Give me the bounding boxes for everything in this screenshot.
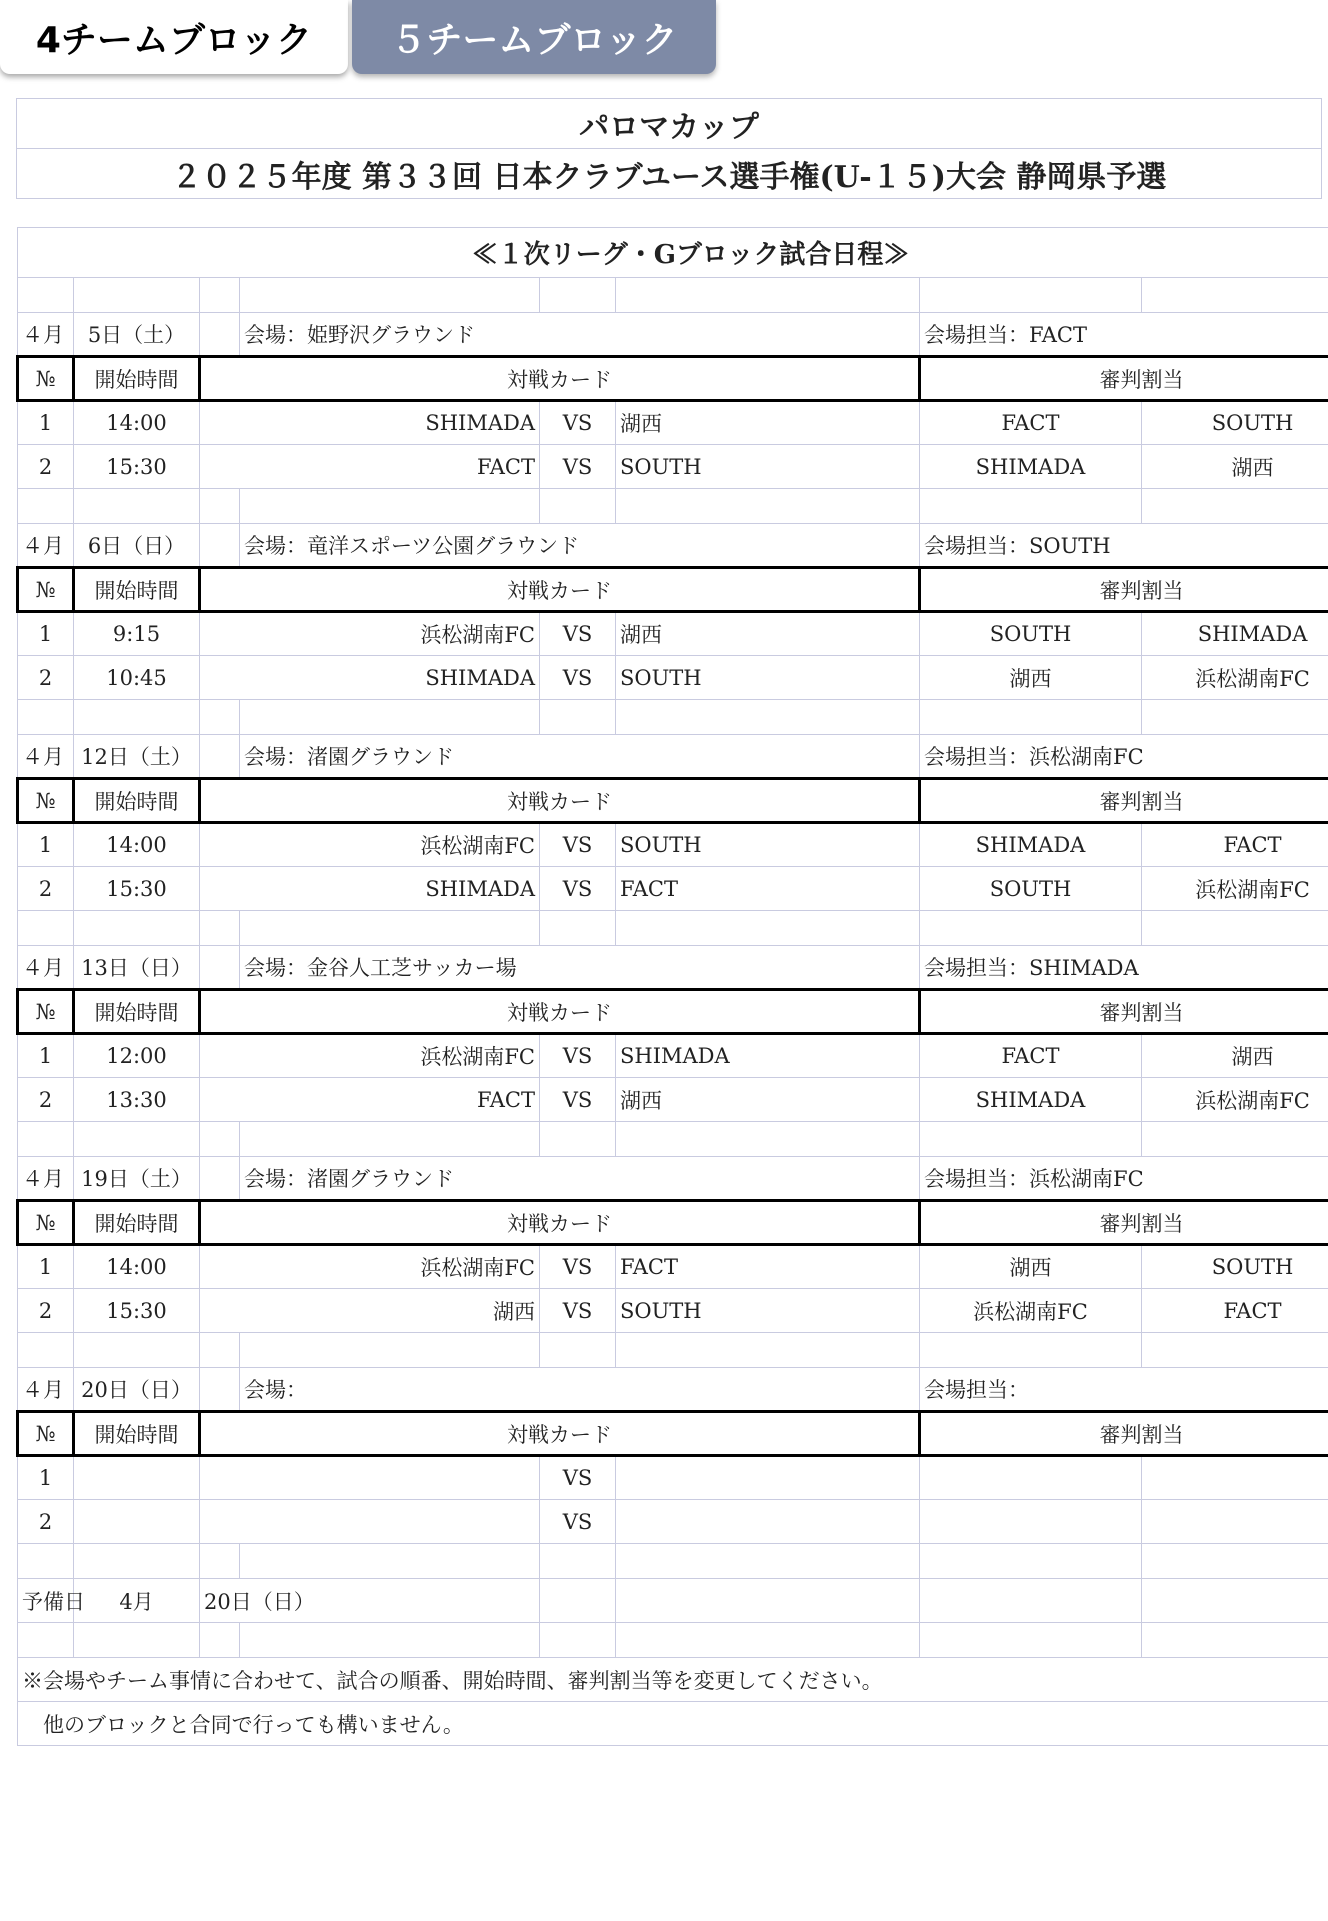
vs-label: VS [540,612,616,656]
referee-1: 湖西 [920,1245,1142,1289]
header-match-card: 対戦カード [200,779,920,823]
day-info-row [18,313,1328,357]
match-time: 14:00 [74,401,200,445]
away-team: 湖西 [616,612,920,656]
venue-cell: 会場：金谷人工芝サッカー場 [240,946,920,990]
away-team: FACT [616,867,920,911]
away-team: FACT [616,1245,920,1289]
home-team [200,1500,540,1544]
home-team: 湖西 [200,1289,540,1333]
away-team: SOUTH [616,445,920,489]
referee-2: 浜松湖南FC [1142,867,1328,911]
day-cell: 13日（日） [74,946,200,990]
home-team: 浜松湖南FC [200,612,540,656]
header-referee: 審判割当 [920,1201,1328,1245]
reserve-label: 予備日 [18,1579,74,1623]
away-team [616,1500,920,1544]
match-no: 1 [18,401,74,445]
schedule-table [16,227,1328,1746]
match-no: 1 [18,1456,74,1500]
header-referee: 審判割当 [920,357,1328,401]
referee-1: 浜松湖南FC [920,1289,1142,1333]
table-row [18,1078,1328,1122]
table-row [18,1034,1328,1078]
venue-host-cell: 会場担当： [920,1368,1328,1412]
reserve-row [18,1579,1328,1623]
header-no: № [18,1201,74,1245]
venue-host-cell: 会場担当：浜松湖南FC [920,735,1328,779]
table-row [18,1500,1328,1544]
referee-2: 湖西 [1142,445,1328,489]
referee-1: SHIMADA [920,1078,1142,1122]
referee-1: SOUTH [920,867,1142,911]
venue-host-cell: 会場担当：浜松湖南FC [920,1157,1328,1201]
table-row [18,612,1328,656]
match-header-row [18,779,1328,823]
tab-5-team-block[interactable]: ５チームブロック [352,0,716,74]
header-start-time: 開始時間 [74,568,200,612]
match-no: 2 [18,445,74,489]
tournament-title: ２０２５年度 第３３回 日本クラブユース選手権(U-１５)大会 静岡県予選 [17,149,1322,199]
day-info-row [18,735,1328,779]
home-team: FACT [200,445,540,489]
match-time [74,1456,200,1500]
vs-label: VS [540,401,616,445]
table-row [18,1289,1328,1333]
match-header-row [18,990,1328,1034]
vs-label: VS [540,1245,616,1289]
vs-label: VS [540,445,616,489]
match-time: 13:30 [74,1078,200,1122]
sheet-tabs [0,0,1328,80]
header-match-card: 対戦カード [200,568,920,612]
vs-label: VS [540,1078,616,1122]
month-cell: ４月 [18,313,74,357]
match-header-row [18,1412,1328,1456]
vs-label: VS [540,867,616,911]
month-cell: ４月 [18,946,74,990]
header-match-card: 対戦カード [200,990,920,1034]
table-row [18,445,1328,489]
header-match-card: 対戦カード [200,1412,920,1456]
match-no: 2 [18,867,74,911]
reserve-month: 4月 [74,1579,200,1623]
title-table [16,98,1322,199]
referee-1: SOUTH [920,612,1142,656]
match-no: 2 [18,1289,74,1333]
table-row [18,867,1328,911]
header-no: № [18,990,74,1034]
table-row [18,401,1328,445]
venue-cell: 会場：渚園グラウンド [240,1157,920,1201]
match-time: 15:30 [74,1289,200,1333]
home-team: 浜松湖南FC [200,1245,540,1289]
header-referee: 審判割当 [920,568,1328,612]
referee-1 [920,1456,1142,1500]
home-team: 浜松湖南FC [200,823,540,867]
day-cell: 12日（土） [74,735,200,779]
referee-1: SHIMADA [920,445,1142,489]
header-start-time: 開始時間 [74,357,200,401]
venue-cell: 会場：渚園グラウンド [240,735,920,779]
header-referee: 審判割当 [920,779,1328,823]
match-no: 2 [18,1078,74,1122]
note-line-2: 他のブロックと合同で行っても構いません。 [18,1702,1328,1746]
referee-2 [1142,1456,1328,1500]
referee-1: SHIMADA [920,823,1142,867]
match-time: 14:00 [74,1245,200,1289]
day-info-row [18,946,1328,990]
vs-label: VS [540,1456,616,1500]
table-row [18,656,1328,700]
away-team: SOUTH [616,1289,920,1333]
header-start-time: 開始時間 [74,1412,200,1456]
away-team: 湖西 [616,401,920,445]
header-no: № [18,779,74,823]
match-time: 15:30 [74,867,200,911]
league-title: ≪１次リーグ・Gブロック試合日程≫ [18,228,1328,278]
header-start-time: 開始時間 [74,990,200,1034]
venue-cell: 会場：姫野沢グラウンド [240,313,920,357]
vs-label: VS [540,823,616,867]
month-cell: ４月 [18,1157,74,1201]
header-start-time: 開始時間 [74,1201,200,1245]
tab-4-team-block[interactable]: 4チームブロック [0,0,348,74]
venue-cell: 会場：竜洋スポーツ公園グラウンド [240,524,920,568]
referee-2: SOUTH [1142,401,1328,445]
header-no: № [18,1412,74,1456]
home-team: SHIMADA [200,867,540,911]
referee-2 [1142,1500,1328,1544]
match-header-row [18,568,1328,612]
referee-2: FACT [1142,1289,1328,1333]
header-no: № [18,568,74,612]
month-cell: ４月 [18,1368,74,1412]
day-cell: 19日（土） [74,1157,200,1201]
table-row [18,1245,1328,1289]
referee-2: 浜松湖南FC [1142,1078,1328,1122]
header-referee: 審判割当 [920,990,1328,1034]
home-team: FACT [200,1078,540,1122]
match-time: 10:45 [74,656,200,700]
referee-1: 湖西 [920,656,1142,700]
header-start-time: 開始時間 [74,779,200,823]
match-no: 2 [18,656,74,700]
referee-2: FACT [1142,823,1328,867]
match-time [74,1500,200,1544]
referee-2: 浜松湖南FC [1142,656,1328,700]
home-team: 浜松湖南FC [200,1034,540,1078]
referee-1: FACT [920,1034,1142,1078]
match-header-row [18,1201,1328,1245]
day-info-row [18,524,1328,568]
header-match-card: 対戦カード [200,1201,920,1245]
referee-2: SOUTH [1142,1245,1328,1289]
vs-label: VS [540,1500,616,1544]
away-team: 湖西 [616,1078,920,1122]
table-row [18,1456,1328,1500]
referee-1: FACT [920,401,1142,445]
table-row [18,823,1328,867]
venue-host-cell: 会場担当：FACT [920,313,1328,357]
match-header-row [18,357,1328,401]
month-cell: ４月 [18,524,74,568]
home-team: SHIMADA [200,656,540,700]
cup-title: パロマカップ [17,99,1322,149]
reserve-day: 20日（日） [200,1579,540,1623]
note-line-1: ※会場やチーム事情に合わせて、試合の順番、開始時間、審判割当等を変更してください。 [18,1658,1328,1702]
header-match-card: 対戦カード [200,357,920,401]
referee-2: SHIMADA [1142,612,1328,656]
venue-host-cell: 会場担当：SHIMADA [920,946,1328,990]
day-info-row [18,1157,1328,1201]
month-cell: ４月 [18,735,74,779]
home-team: SHIMADA [200,401,540,445]
match-no: 2 [18,1500,74,1544]
day-cell: 6日（日） [74,524,200,568]
schedule-sheet [16,98,1322,1746]
header-referee: 審判割当 [920,1412,1328,1456]
match-time: 9:15 [74,612,200,656]
vs-label: VS [540,1289,616,1333]
away-team: SOUTH [616,656,920,700]
match-time: 14:00 [74,823,200,867]
away-team [616,1456,920,1500]
away-team: SHIMADA [616,1034,920,1078]
match-no: 1 [18,612,74,656]
day-info-row [18,1368,1328,1412]
day-cell: 20日（日） [74,1368,200,1412]
home-team [200,1456,540,1500]
header-no: № [18,357,74,401]
referee-2: 湖西 [1142,1034,1328,1078]
match-time: 12:00 [74,1034,200,1078]
venue-cell: 会場： [240,1368,920,1412]
match-no: 1 [18,1034,74,1078]
day-cell: 5日（土） [74,313,200,357]
match-no: 1 [18,823,74,867]
referee-1 [920,1500,1142,1544]
match-time: 15:30 [74,445,200,489]
match-no: 1 [18,1245,74,1289]
away-team: SOUTH [616,823,920,867]
vs-label: VS [540,656,616,700]
venue-host-cell: 会場担当：SOUTH [920,524,1328,568]
vs-label: VS [540,1034,616,1078]
